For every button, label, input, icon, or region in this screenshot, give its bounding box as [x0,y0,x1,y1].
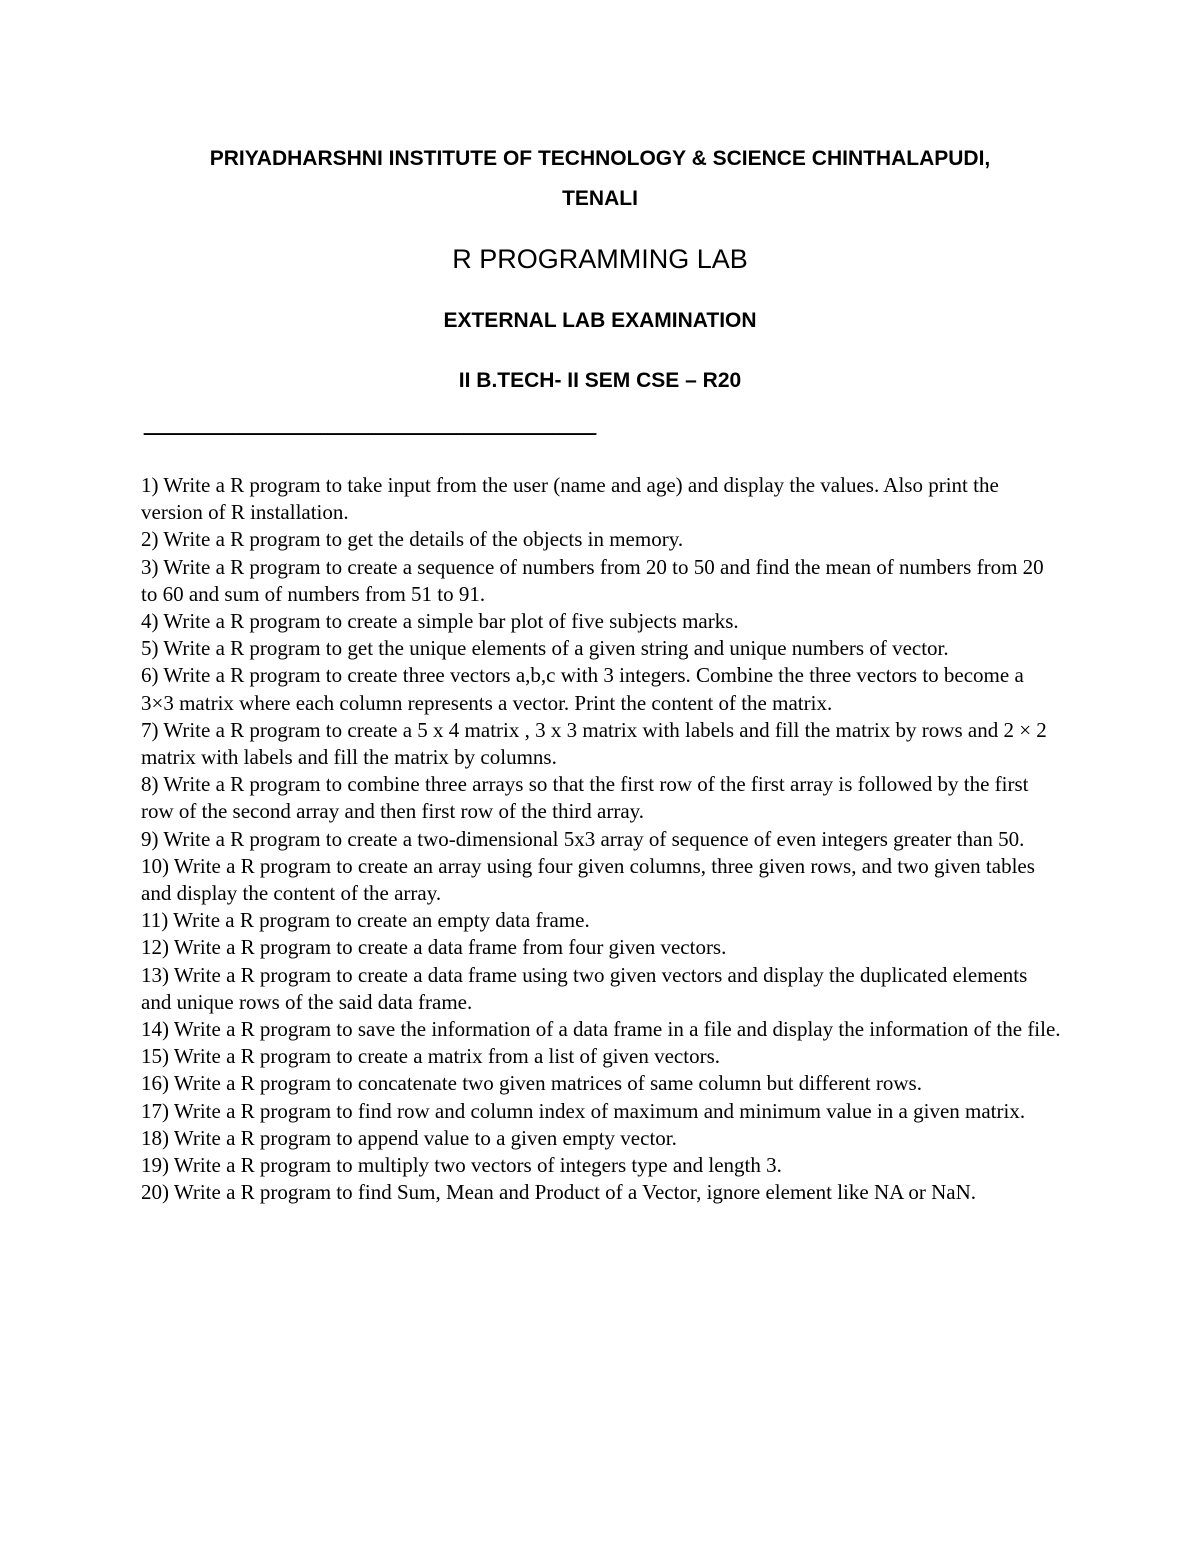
question-item: 8) Write a R program to combine three arrays so that the first row of the first array is followed by the first row of the second array and then first row of the third array. [141,772,1029,824]
semester-line: II B.TECH- II SEM CSE – R20 [458,369,742,392]
question-item: 18) Write a R program to append value to a given empty vector. [141,1125,677,1150]
institute-name-line1: PRIYADHARSHNI INSTITUTE OF TECHNOLOGY & SCIENCE CHINTHALAPUDI, [209,147,991,170]
question-item: 12) Write a R program to create a data frame from four given vectors. [141,935,727,960]
exam-title: EXTERNAL LAB EXAMINATION [443,309,757,332]
question-item: 11) Write a R program to create an empty data frame. [141,908,590,933]
question-item: 19) Write a R program to multiply two vectors of integers type and length 3. [141,1153,782,1178]
question-item: 4) Write a R program to create a simple bar plot of five subjects marks. [141,609,739,634]
question-item: 15) Write a R program to create a matrix from a list of given vectors. [141,1044,720,1069]
question-item: 5) Write a R program to get the unique elements of a given string and unique numbers of vector. [141,636,949,661]
dashed-separator: --------------------------------------------------------------------------------------------------------------------------- [143,425,596,442]
question-item: 14) Write a R program to save the information of a data frame in a file and display the information of the file. [141,1017,1061,1042]
lab-title: R PROGRAMMING LAB [452,244,748,274]
question-item: 16) Write a R program to concatenate two given matrices of same column but different rows. [141,1071,922,1096]
question-item: 13) Write a R program to create a data frame using two given vectors and display the duplicated elements and unique rows of the said data frame. [141,962,1028,1014]
question-item: 1) Write a R program to take input from the user (name and age) and display the values. Also print the version of R installation. [141,473,999,525]
question-list [141,472,1061,1206]
question-item: 17) Write a R program to find row and column index of maximum and minimum value in a given matrix. [141,1098,1026,1123]
question-item: 6) Write a R program to create three vectors a,b,c with 3 integers. Combine the three vectors to become a 3×3 matrix where each column represents a vector. Print the content of the matrix. [141,663,1024,715]
question-item: 9) Write a R program to create a two-dimensional 5x3 array of sequence of even integers greater than 50. [141,826,1025,851]
question-item: 7) Write a R program to create a 5 x 4 matrix , 3 x 3 matrix with labels and fill the matrix by rows and 2 × 2 matrix with labels and fill the matrix by columns. [141,717,1047,770]
question-item: 3) Write a R program to create a sequence of numbers from 20 to 50 and find the mean of numbers from 20 to 60 and sum of numbers from 51 to 91. [141,554,1044,606]
question-item: 10) Write a R program to create an array using four given columns, three given rows, and two given tables and display the content of the array. [141,853,1035,906]
institute-name-line2: TENALI [562,187,638,210]
question-item: 2) Write a R program to get the details of the objects in memory. [141,527,684,552]
question-item: 20) Write a R program to find Sum, Mean and Product of a Vector, ignore element like NA or NaN. [141,1180,977,1205]
